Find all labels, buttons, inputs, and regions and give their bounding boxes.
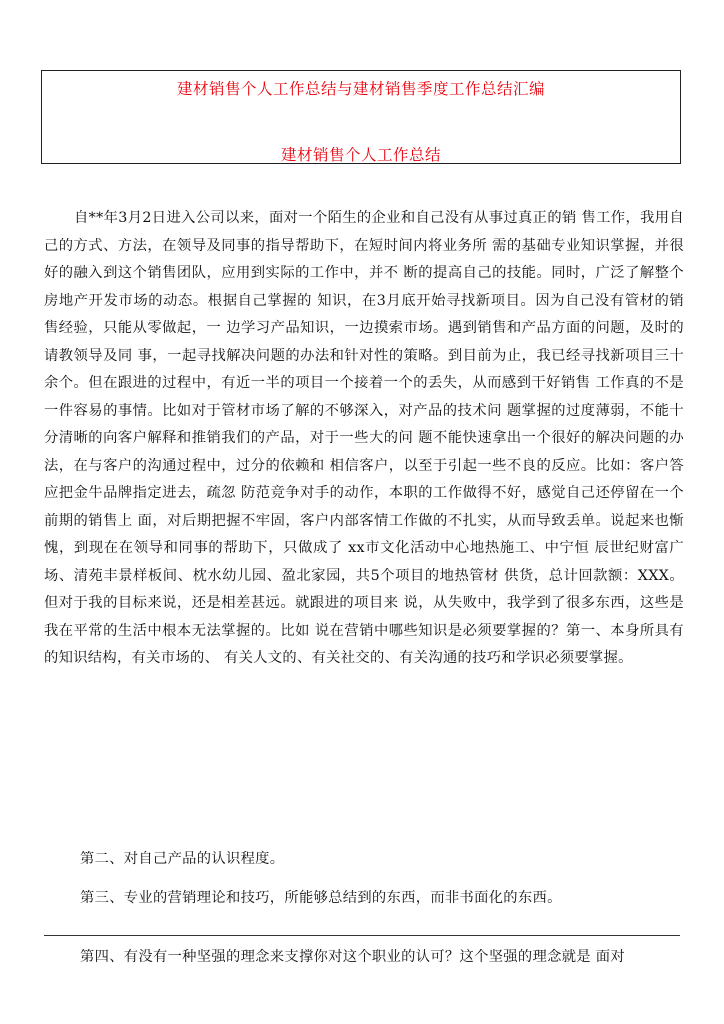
title-box — [41, 70, 681, 164]
page-divider — [44, 935, 680, 936]
paragraph-4: 第四、有没有一种坚强的理念来支撑你对这个职业的认可？这个坚强的理念就是 面对 — [80, 949, 625, 965]
document-title: 建材销售个人工作总结与建材销售季度工作总结汇编 — [176, 80, 545, 98]
paragraph-1: 自**年3月2日进入公司以来，面对一个陌生的企业和自己没有从事过真正的销 售工作，我用自己的方式、方法，在领导及同事的指导帮助下，在短时间内将业务所 需的基础专业知识掌握，并很好的融入到这个销售团队，应用到实际的工作中，并不 断的提高自己的技能。同时，广泛了解整个房地产开发市场的动态。根据自己掌握的 知识，在3月底开始寻找新项目。因为自己没有管材的销售经验，只能从零做起，一 边学习产品知识，一边摸索市场。遇到销售和产品方面的问题，及时的请教领导及同 事，一起寻找解决问题的办法和针对性的策略。到目前为止，我已经寻找新项目三十 余个。但在跟进的过程中，有近一半的项目一个接着一个的丢失，从而感到干好销售 工作真的不是一件容易的事情。比如对于管材市场了解的不够深入，对产品的技术问 题掌握的过度薄弱，不能十分清晰的向客户解释和推销我们的产品，对于一些大的问 题不能快速拿出一个很好的解决问题的办法，在与客户的沟通过程中，过分的依赖和 相信客户，以至于引起一些不良的反应。比如：客户答应把金牛品牌指定进去，疏忽 防范竞争对手的动作，本职的工作做得不好，感觉自己还停留在一个前期的销售上 面，对后期把握不牢固，客户内部客情工作做的不扎实，从而导致丢单。说起来也惭 愧，到现在在领导和同事的帮助下，只做成了 xx市文化活动中心地热施工、中宁恒 辰世纪财富广场、清苑丰景样板间、枕水幼儿园、盈北家园，共5个项目的地热管材 供货，总计回款额：XXX。但对于我的目标来说，还是相差甚远。就跟进的项目来 说，从失败中，我学到了很多东西，这些是我在平常的生活中根本无法掌握的。比如 说在营销中哪些知识是必须要掌握的？第一、本身所具有的知识结构，有关市场的、 有关人文的、有关社交的、有关沟通的技巧和学识必须要掌握。 — [44, 210, 684, 666]
paragraph-3: 第三、专业的营销理论和技巧，所能够总结到的东西，而非书面化的东西。 — [80, 890, 562, 906]
paragraph-2: 第二、对自己产品的认识程度。 — [80, 851, 285, 867]
document-subtitle: 建材销售个人工作总结 — [280, 146, 441, 164]
